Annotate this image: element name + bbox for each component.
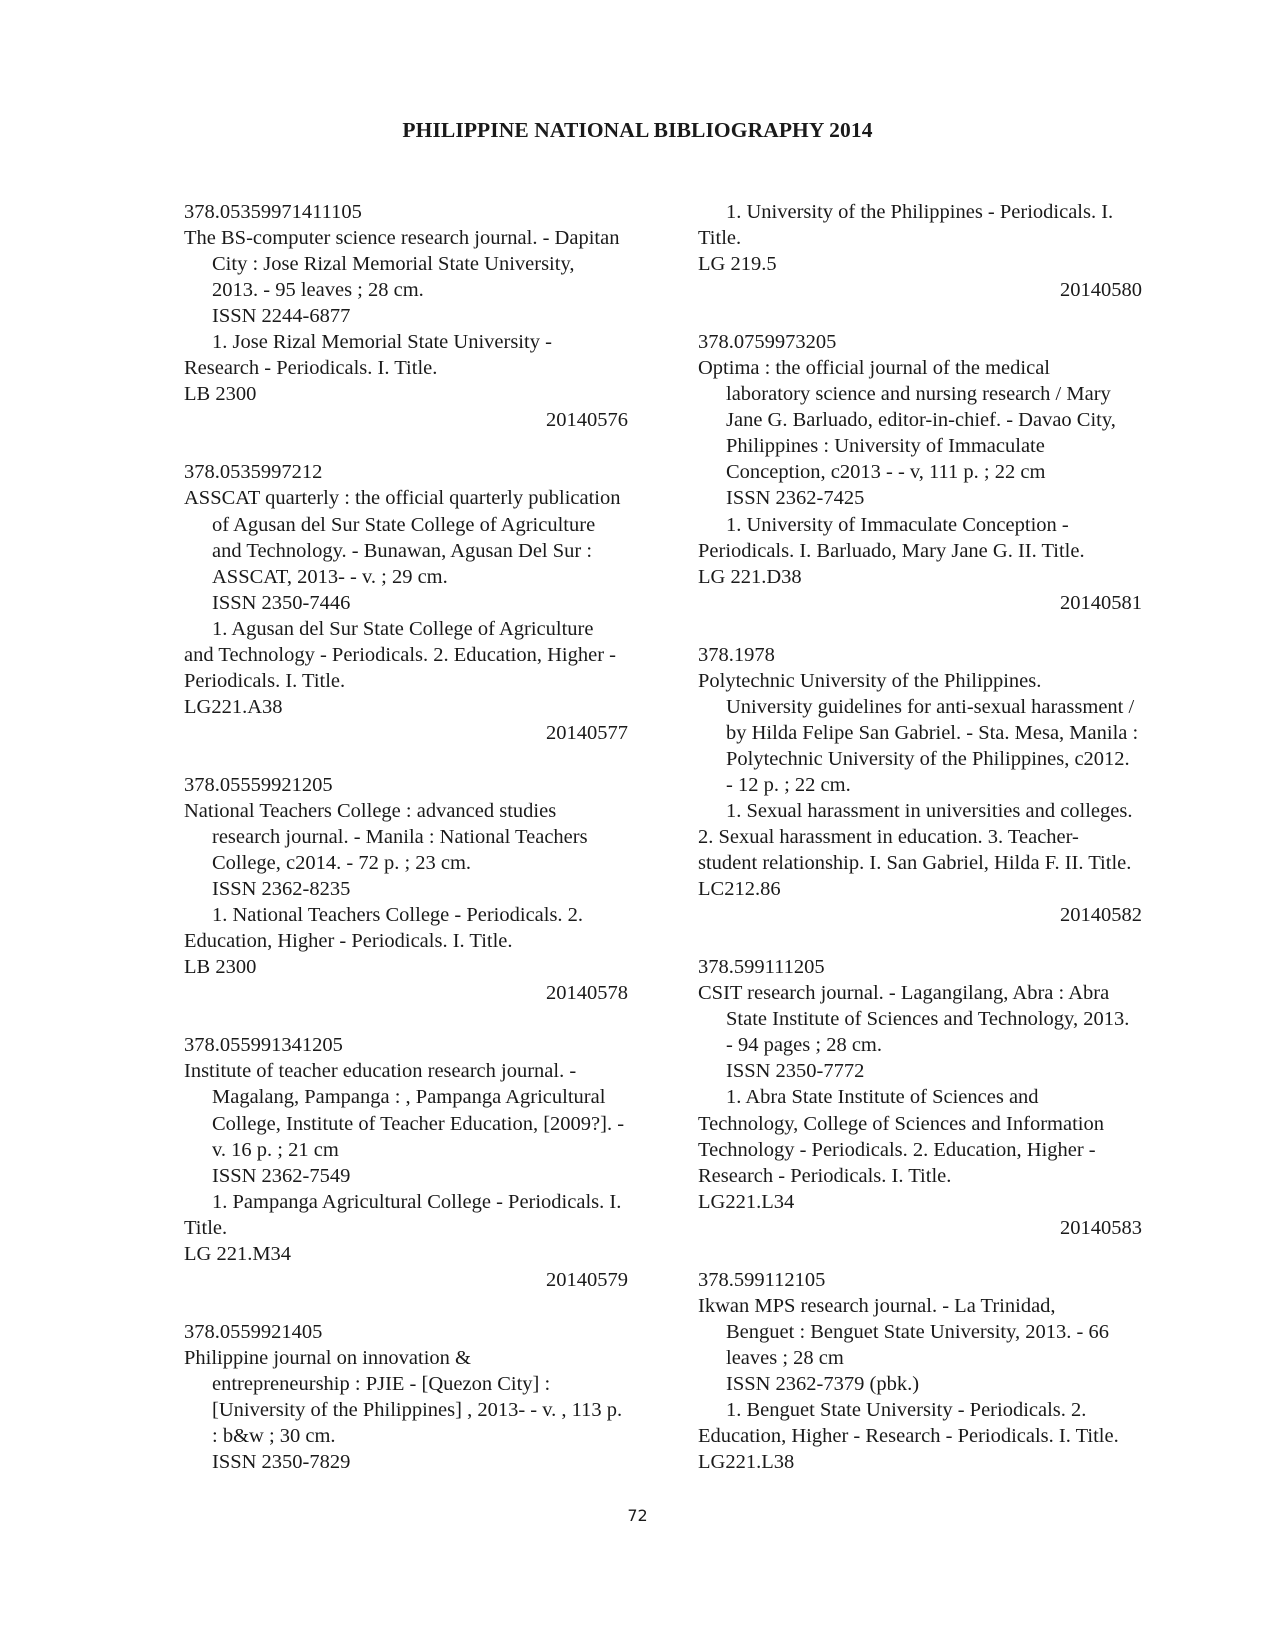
record-number: 20140579 bbox=[546, 1268, 628, 1291]
entry-line: ASSCAT quarterly : the official quarterly publication bbox=[184, 487, 621, 510]
entry-line: ISSN 2350-7772 bbox=[726, 1060, 865, 1083]
entry-line: Title. bbox=[184, 1216, 228, 1239]
entry-line: ISSN 2350-7446 bbox=[212, 591, 351, 614]
entry-line: 1. Sexual harassment in universities and colleges. bbox=[726, 799, 1133, 822]
entry-line: of Agusan del Sur State College of Agriculture bbox=[212, 513, 596, 536]
record-number: 20140576 bbox=[546, 409, 628, 432]
bibliography-entry bbox=[184, 772, 664, 1006]
entry-line: Research - Periodicals. I. Title. bbox=[184, 357, 438, 380]
bibliography-entry bbox=[184, 1032, 664, 1292]
record-number: 20140582 bbox=[1060, 904, 1142, 927]
entry-line: and Technology - Periodicals. 2. Education, Higher - bbox=[184, 643, 616, 666]
entry-line: v. 16 p. ; 21 cm bbox=[212, 1138, 339, 1161]
entry-line: Technology - Periodicals. 2. Education, Higher - bbox=[698, 1138, 1096, 1161]
entry-line: Conception, c2013 - - v, 111 p. ; 22 cm bbox=[726, 461, 1046, 484]
entry-line: 378.0759973205 bbox=[698, 331, 837, 354]
entry-line: CSIT research journal. - Lagangilang, Abra : Abra bbox=[698, 982, 1110, 1005]
entry-line: Philippines : University of Immaculate bbox=[726, 435, 1045, 458]
entry-line: 2. Sexual harassment in education. 3. Teacher- bbox=[698, 826, 1079, 849]
entry-line: 378.599111205 bbox=[698, 956, 825, 979]
entry-line: ISSN 2362-7379 (pbk.) bbox=[726, 1372, 920, 1395]
page-title: PHILIPPINE NATIONAL BIBLIOGRAPHY 2014 bbox=[402, 118, 873, 142]
entry-line: leaves ; 28 cm bbox=[726, 1346, 844, 1369]
entry-line: LC212.86 bbox=[698, 878, 781, 901]
entry-line: LG 219.5 bbox=[698, 253, 777, 276]
entry-line: Institute of teacher education research journal. - bbox=[184, 1060, 577, 1083]
entry-line: Education, Higher - Research - Periodicals. I. Title. bbox=[698, 1425, 1119, 1448]
record-number: 20140578 bbox=[546, 982, 628, 1005]
entry-line: 1. Abra State Institute of Sciences and bbox=[726, 1086, 1039, 1109]
entry-line: ISSN 2244-6877 bbox=[212, 305, 351, 328]
record-number: 20140581 bbox=[1060, 591, 1142, 614]
entry-line: ISSN 2350-7829 bbox=[212, 1451, 351, 1474]
entry-line: 378.0535997212 bbox=[184, 461, 323, 484]
entry-line: 378.1978 bbox=[698, 643, 775, 666]
record-number: 20140583 bbox=[1060, 1216, 1142, 1239]
entry-line: Philippine journal on innovation & bbox=[184, 1346, 471, 1369]
entry-line: Title. bbox=[698, 227, 742, 250]
entry-line: - 12 p. ; 22 cm. bbox=[726, 773, 851, 796]
entry-line: University guidelines for anti-sexual harassment / bbox=[726, 695, 1135, 718]
entry-line: LB 2300 bbox=[184, 383, 257, 406]
entry-line: Periodicals. I. Barluado, Mary Jane G. II. Title. bbox=[698, 539, 1085, 562]
entry-line: College, Institute of Teacher Education, [2009?]. - bbox=[212, 1112, 625, 1135]
entry-line: Ikwan MPS research journal. - La Trinidad, bbox=[698, 1294, 1056, 1317]
entry-line: 1. Jose Rizal Memorial State University - bbox=[212, 331, 552, 354]
bibliography-entry bbox=[698, 642, 1178, 929]
entry-line: [University of the Philippines] , 2013- - v. , 113 p. bbox=[212, 1398, 623, 1421]
entry-line: Technology, College of Sciences and Information bbox=[698, 1112, 1104, 1135]
bibliography-entry bbox=[184, 459, 664, 746]
entry-line: College, c2014. - 72 p. ; 23 cm. bbox=[212, 852, 472, 875]
entry-line: 378.055991341205 bbox=[184, 1034, 343, 1057]
entry-line: Polytechnic University of the Philippines. bbox=[698, 669, 1042, 692]
right-column bbox=[698, 199, 1178, 1501]
entry-line: 1. Agusan del Sur State College of Agriculture bbox=[212, 617, 594, 640]
entry-line: entrepreneurship : PJIE - [Quezon City] : bbox=[212, 1372, 551, 1395]
entry-line: 2013. - 95 leaves ; 28 cm. bbox=[212, 279, 424, 302]
entry-line: ISSN 2362-7425 bbox=[726, 487, 865, 510]
entry-line: Optima : the official journal of the medical bbox=[698, 357, 1050, 380]
bibliography-entry bbox=[184, 1319, 664, 1475]
entry-line: Magalang, Pampanga : , Pampanga Agricultural bbox=[212, 1086, 606, 1109]
entry-line: LB 2300 bbox=[184, 956, 257, 979]
bibliography-entry bbox=[698, 199, 1178, 303]
entry-line: : b&w ; 30 cm. bbox=[212, 1425, 336, 1448]
entry-line: research journal. - Manila : National Teachers bbox=[212, 826, 588, 849]
entry-line: LG221.L34 bbox=[698, 1190, 795, 1213]
entry-line: ISSN 2362-8235 bbox=[212, 878, 351, 901]
entry-line: Periodicals. I. Title. bbox=[184, 669, 346, 692]
entry-line: and Technology. - Bunawan, Agusan Del Sur : bbox=[212, 539, 593, 562]
entry-line: State Institute of Sciences and Technology, 2013. bbox=[726, 1008, 1130, 1031]
entry-line: 1. Benguet State University - Periodicals. 2. bbox=[726, 1398, 1087, 1421]
entry-line: 378.05359971411105 bbox=[184, 201, 362, 223]
entry-line: ASSCAT, 2013- - v. ; 29 cm. bbox=[212, 565, 448, 588]
entry-line: National Teachers College : advanced studies bbox=[184, 799, 557, 822]
entry-line: by Hilda Felipe San Gabriel. - Sta. Mesa, Manila : bbox=[726, 721, 1139, 744]
entry-line: 1. Pampanga Agricultural College - Periodicals. I. bbox=[212, 1190, 622, 1213]
entry-line: Benguet : Benguet State University, 2013. - 66 bbox=[726, 1320, 1109, 1343]
record-number: 20140580 bbox=[1060, 279, 1142, 302]
bibliography-entry bbox=[698, 954, 1178, 1241]
left-column bbox=[184, 199, 664, 1501]
entry-line: LG221.L38 bbox=[698, 1451, 795, 1474]
entry-line: 378.0559921405 bbox=[184, 1320, 323, 1343]
bibliography-entry bbox=[184, 199, 664, 433]
entry-line: 1. University of the Philippines - Periodicals. I. bbox=[726, 201, 1114, 223]
entry-line: ISSN 2362-7549 bbox=[212, 1164, 351, 1187]
entry-line: LG 221.M34 bbox=[184, 1242, 292, 1265]
entry-line: Research - Periodicals. I. Title. bbox=[698, 1164, 952, 1187]
entry-line: Jane G. Barluado, editor-in-chief. - Davao City, bbox=[726, 409, 1116, 432]
record-number: 20140577 bbox=[546, 721, 628, 744]
entry-line: The BS-computer science research journal. - Dapitan bbox=[184, 227, 620, 250]
bibliography-entry bbox=[698, 329, 1178, 616]
entry-line: 378.05559921205 bbox=[184, 773, 333, 796]
entry-line: 1. University of Immaculate Conception - bbox=[726, 513, 1069, 536]
entry-line: student relationship. I. San Gabriel, Hilda F. II. Title. bbox=[698, 852, 1132, 875]
entry-line: City : Jose Rizal Memorial State University, bbox=[212, 253, 575, 276]
page-number: 72 bbox=[627, 1506, 648, 1525]
bibliography-entry bbox=[698, 1267, 1178, 1475]
entry-line: Education, Higher - Periodicals. I. Title. bbox=[184, 930, 513, 953]
entry-line: LG 221.D38 bbox=[698, 565, 802, 588]
entry-line: 378.599112105 bbox=[698, 1268, 826, 1291]
entry-line: laboratory science and nursing research / Mary bbox=[726, 383, 1111, 406]
entry-line: - 94 pages ; 28 cm. bbox=[726, 1034, 882, 1057]
entry-line: 1. National Teachers College - Periodicals. 2. bbox=[212, 904, 584, 927]
entry-line: LG221.A38 bbox=[184, 695, 283, 718]
entry-line: Polytechnic University of the Philippines, c2012. bbox=[726, 747, 1130, 770]
